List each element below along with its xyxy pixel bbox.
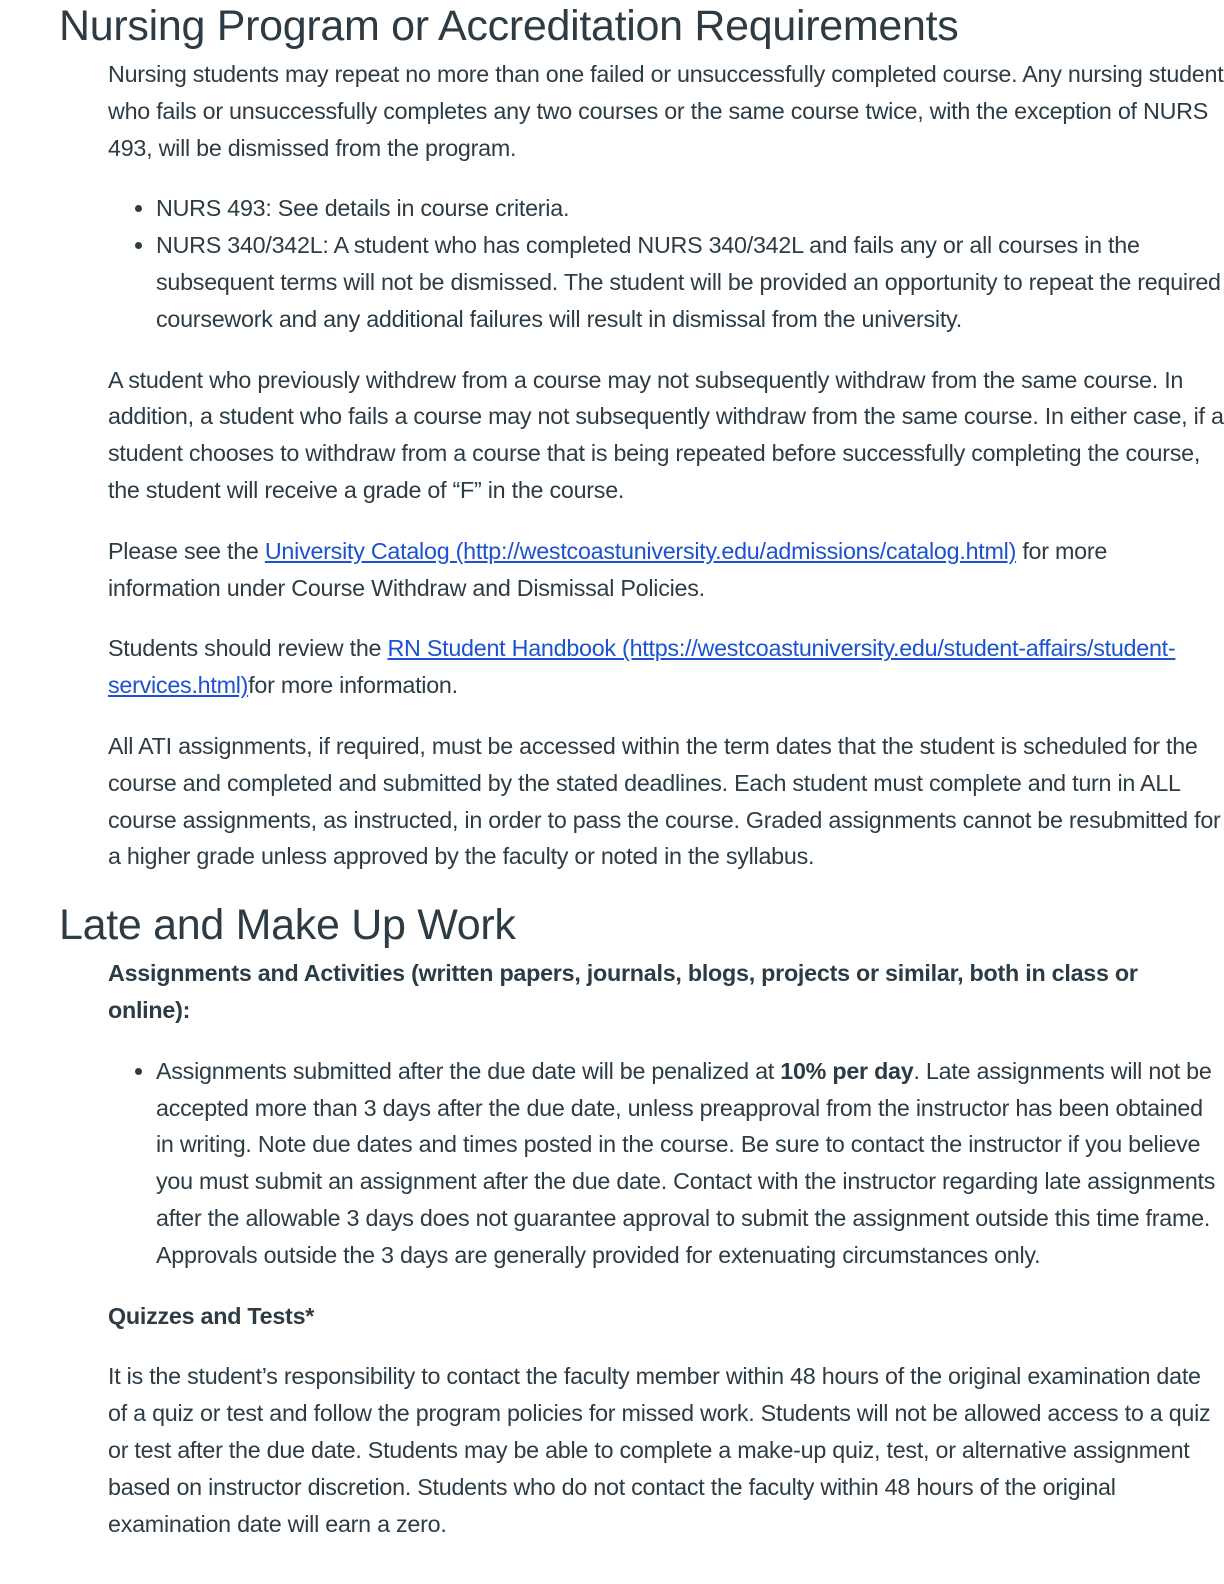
list-item xyxy=(156,1053,1224,1274)
rn-student-handbook-link[interactable]: RN Student Handbook (https://westcoastuniversity.edu/student-affairs/student-services.html) xyxy=(108,635,1176,699)
withdraw-policy-paragraph: A student who previously withdrew from a course may not subsequently withdraw from the same course. In addition, a student who fails a course may not subsequently withdraw from the same course. In either case, if a student chooses to withdraw from a course that is being repeated before successfully completing the course, the student will receive a grade of “F” in the course. xyxy=(108,366,1224,503)
repeat-policy-paragraph: Nursing students may repeat no more than one failed or unsuccessfully completed course. Any nursing student who fails or unsuccessfully completes any two courses or the same course twice, with the exception of NURS 493, will be dismissed from the program. xyxy=(108,61,1224,161)
late-assignments-list xyxy=(108,1053,1224,1274)
course-exceptions-list xyxy=(108,190,1224,337)
assignments-subheading: Assignments and Activities (written papers, journals, blogs, projects or similar, both in class or online): xyxy=(108,960,1138,1023)
section-heading-accreditation: Nursing Program or Accreditation Requirements xyxy=(59,2,959,50)
handbook-text-before: Students should review the xyxy=(108,635,388,662)
section-heading-late-work: Late and Make Up Work xyxy=(59,901,516,950)
late-penalty-text-after: . Late assignments will not be accepted more than 3 days after the due date, unless preapproval from the instructor has been obtained in writing. Note due dates and times posted in the course. Be sure to contact the instructor if you believe you must submit an assignment after the due date. Contact with the instructor regarding late assignments after the allowable 3 days does not guarantee approval to submit the assignment outside this time frame. Approvals outside the 3 days are generally provided for extenuating circumstances only. xyxy=(156,1057,1216,1268)
section-accreditation-body xyxy=(108,56,1224,875)
ati-assignments-paragraph: All ATI assignments, if required, must be accessed within the term dates that the student is scheduled for the course and completed and submitted by the stated deadlines. Each student must complete and turn in ALL course assignments, as instructed, in order to pass the course. Graded assignments cannot be resubmitted for a higher grade unless approved by the faculty or noted in the syllabus. xyxy=(108,732,1221,870)
quizzes-policy-paragraph: It is the student’s responsibility to contact the faculty member within 48 hours of the original examination date of a quiz or test and follow the program policies for missed work. Students will not be allowed access to a quiz or test after the due date. Students may be able to complete a make-up quiz, test, or alternative assignment based on instructor discretion. Students who do not contact the faculty within 48 hours of the original examination date will earn a zero. xyxy=(108,1363,1211,1537)
late-penalty-rate: 10% per day xyxy=(780,1057,914,1084)
university-catalog-link[interactable]: University Catalog (http://westcoastuniversity.edu/admissions/catalog.html) xyxy=(264,537,1017,564)
catalog-text-before: Please see the xyxy=(108,537,265,564)
list-item: • NURS 493: See details in course criteria. xyxy=(156,190,1224,227)
list-item: • NURS 340/342L: A student who has completed NURS 340/342L and fails any or all courses in the subsequent terms will not be dismissed. The student will be provided an opportunity to repeat the required coursework and any additional failures will result in dismissal from the university. xyxy=(156,227,1224,337)
handbook-text-after: for more information. xyxy=(248,672,458,699)
handbook-paragraph xyxy=(108,630,1224,704)
catalog-text-after: for more information under Course Withdraw and Dismissal Policies. xyxy=(108,537,1108,601)
late-penalty-text-before: Assignments submitted after the due date will be penalized at xyxy=(156,1057,781,1084)
quizzes-subheading: Quizzes and Tests* xyxy=(108,1302,315,1329)
section-late-work-body xyxy=(108,955,1224,1542)
catalog-paragraph xyxy=(108,533,1224,607)
